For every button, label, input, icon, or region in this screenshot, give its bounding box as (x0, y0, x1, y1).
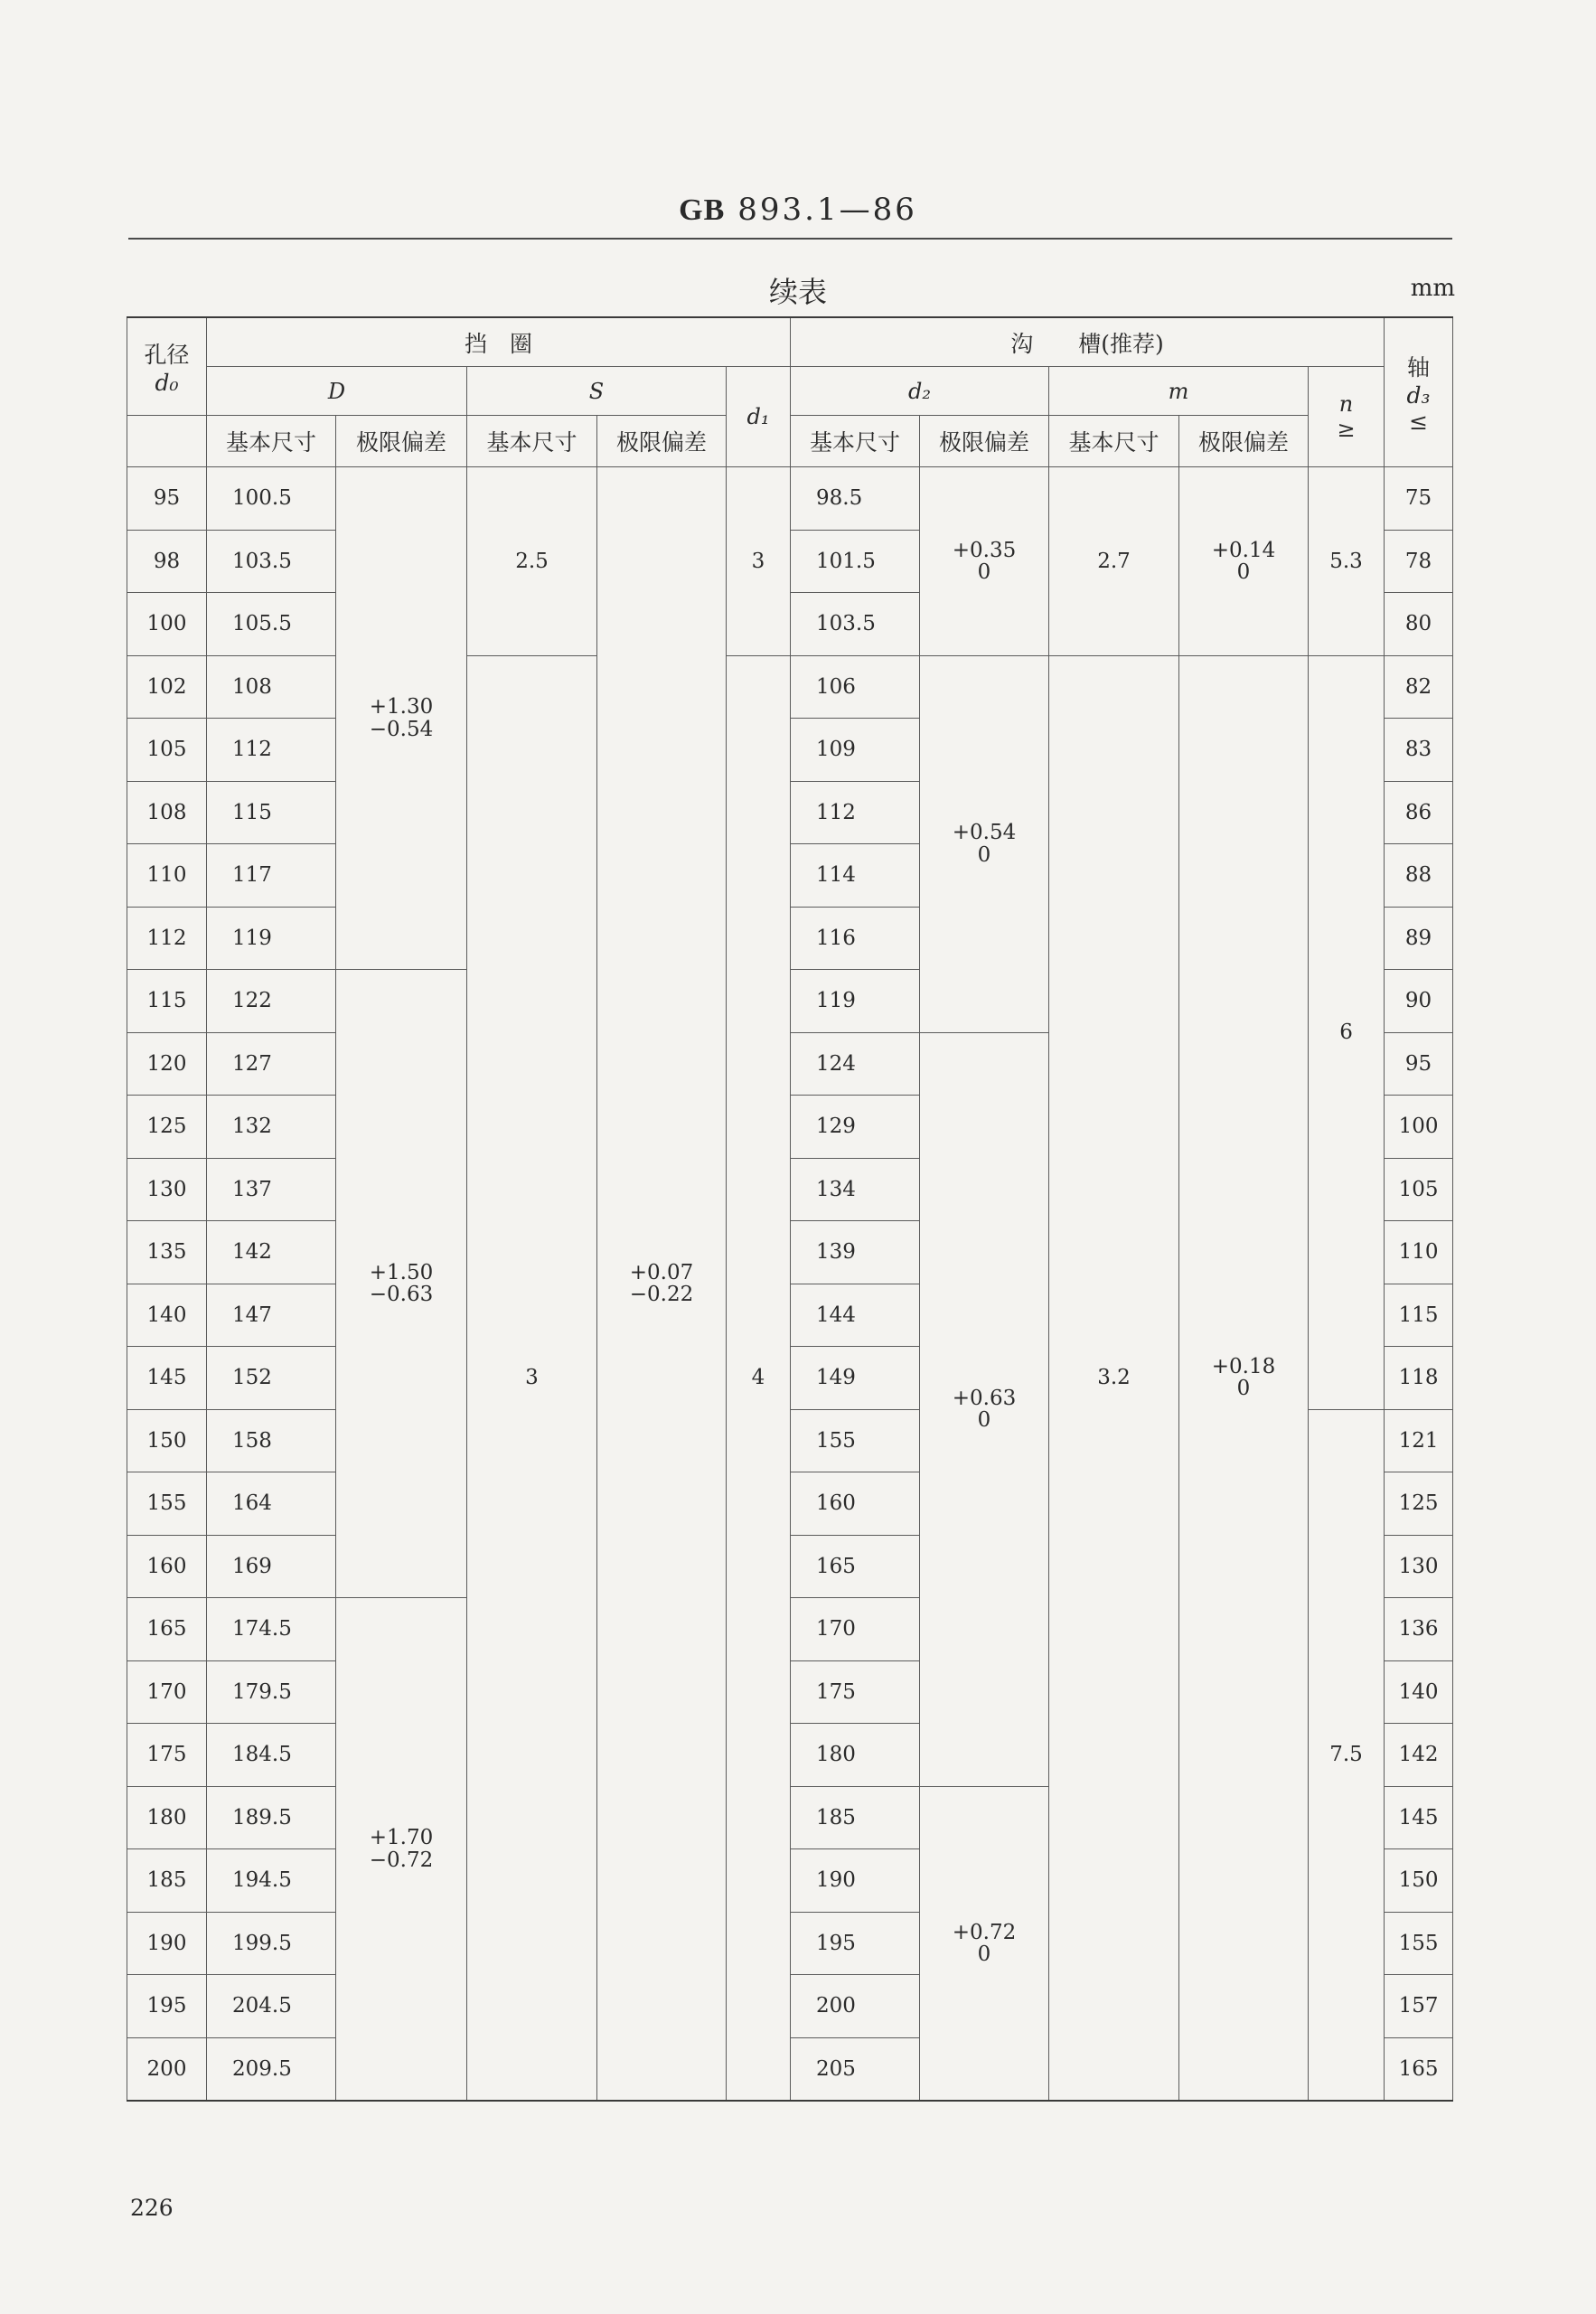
D-dev-cell (336, 467, 467, 970)
D-basic-cell: 127 (207, 1032, 336, 1096)
D-basic-cell: 194.5 (207, 1849, 336, 1913)
d0-cell: 120 (127, 1032, 207, 1096)
shaft-label: 轴 (1407, 354, 1431, 381)
d0-cell: 160 (127, 1535, 207, 1598)
D-basic-cell: 179.5 (207, 1660, 336, 1724)
d0-cell: 145 (127, 1347, 207, 1410)
d0-cell: 112 (127, 907, 207, 970)
d0-cell: 100 (127, 593, 207, 656)
d0-cell: 135 (127, 1221, 207, 1284)
d2-basic-cell: 109 (791, 719, 920, 782)
D-basic-cell: 115 (207, 781, 336, 844)
d3-cell: 105 (1385, 1158, 1453, 1221)
d0-cell: 175 (127, 1724, 207, 1787)
D-basic-header: 基本尺寸 (207, 416, 336, 467)
d2-dev-cell-upper: +0.63 (952, 1386, 1017, 1410)
d2-basic-cell: 134 (791, 1158, 920, 1221)
d3-cell: 90 (1385, 970, 1453, 1033)
d2-dev-cell-lower: 0 (977, 1942, 991, 1966)
d1-cell: 4 (727, 655, 791, 2101)
d0-cell: 155 (127, 1472, 207, 1536)
standard-header (0, 192, 1596, 228)
hole-diameter-symbol: d₀ (155, 370, 179, 396)
D-header: D (207, 367, 467, 416)
m-dev-cell-upper: +0.18 (1211, 1355, 1276, 1379)
S-dev-header: 极限偏差 (597, 416, 727, 467)
d2-basic-cell: 119 (791, 970, 920, 1033)
D-basic-cell: 209.5 (207, 2037, 336, 2101)
d2-basic-cell: 98.5 (791, 467, 920, 531)
retaining-ring-label: 挡 圈 (464, 330, 532, 357)
d3-cell: 155 (1385, 1912, 1453, 1975)
D-dev-cell-upper: +1.50 (369, 1260, 434, 1284)
D-basic-cell: 105.5 (207, 593, 336, 656)
D-basic-cell: 112 (207, 719, 336, 782)
d3-cell: 75 (1385, 467, 1453, 531)
d0-cell: 170 (127, 1660, 207, 1724)
d3-cell: 140 (1385, 1660, 1453, 1724)
groove-group-header (791, 317, 1385, 367)
d2-basic-cell: 114 (791, 844, 920, 908)
n-cell: 5.3 (1309, 467, 1385, 656)
D-dev-cell-upper: +1.70 (369, 1826, 434, 1850)
D-basic-cell: 108 (207, 655, 336, 719)
S-basic-header: 基本尺寸 (467, 416, 597, 467)
D-basic-cell: 152 (207, 1347, 336, 1410)
d3-cell: 118 (1385, 1347, 1453, 1410)
d2-basic-cell: 144 (791, 1284, 920, 1347)
page-number: 226 (130, 2195, 174, 2221)
standard-number: 893.1—86 (737, 192, 917, 228)
d0-cell: 200 (127, 2037, 207, 2101)
d2-dev-cell-lower: 0 (977, 842, 991, 867)
header-rule (128, 238, 1452, 240)
d2-header: d₂ (791, 367, 1049, 416)
D-dev-cell-lower: −0.63 (369, 1283, 434, 1306)
S-header: S (467, 367, 727, 416)
d2-basic-cell: 116 (791, 907, 920, 970)
retaining-ring-table (127, 316, 1453, 2102)
d3-cell: 145 (1385, 1786, 1453, 1849)
m-dev-cell-lower: 0 (1236, 1377, 1251, 1401)
n-symbol: n (1338, 391, 1354, 417)
d3-cell: 110 (1385, 1221, 1453, 1284)
D-dev-cell-lower: −0.54 (369, 717, 434, 741)
d0-cell: 108 (127, 781, 207, 844)
hole-diameter-header (127, 317, 207, 416)
D-basic-cell: 132 (207, 1096, 336, 1159)
D-basic-cell: 100.5 (207, 467, 336, 531)
shaft-symbol: d₃ (1406, 382, 1431, 409)
d0-cell: 195 (127, 1975, 207, 2038)
d2-basic-cell: 124 (791, 1032, 920, 1096)
d2-basic-header: 基本尺寸 (791, 416, 920, 467)
d3-cell: 88 (1385, 844, 1453, 908)
d2-dev-cell-upper: +0.72 (952, 1920, 1017, 1944)
d2-dev-cell-lower: 0 (977, 560, 991, 584)
D-basic-cell: 199.5 (207, 1912, 336, 1975)
shaft-relation: ≤ (1409, 409, 1429, 435)
m-header: m (1049, 367, 1309, 416)
D-basic-cell: 122 (207, 970, 336, 1033)
d2-dev-cell-upper: +0.54 (952, 821, 1017, 845)
D-basic-cell: 169 (207, 1535, 336, 1598)
unit-label: mm (1410, 275, 1455, 302)
S-dev-cell-upper: +0.07 (629, 1260, 694, 1284)
D-dev-cell-upper: +1.30 (369, 695, 434, 720)
d2-dev-header: 极限偏差 (920, 416, 1049, 467)
d2-basic-cell: 195 (791, 1912, 920, 1975)
S-dev-cell (597, 467, 727, 2102)
d3-cell: 142 (1385, 1724, 1453, 1787)
d0-blank-header (127, 416, 207, 467)
d3-cell: 121 (1385, 1409, 1453, 1472)
d3-cell: 125 (1385, 1472, 1453, 1536)
n-cell: 7.5 (1309, 1409, 1385, 2101)
D-basic-cell: 142 (207, 1221, 336, 1284)
D-basic-cell: 147 (207, 1284, 336, 1347)
D-basic-cell: 164 (207, 1472, 336, 1536)
d2-basic-cell: 165 (791, 1535, 920, 1598)
D-dev-cell-lower: −0.72 (369, 1848, 434, 1872)
m-dev-cell-upper: +0.14 (1211, 538, 1276, 562)
shaft-header (1385, 317, 1453, 467)
m-basic-header: 基本尺寸 (1049, 416, 1179, 467)
d3-cell: 115 (1385, 1284, 1453, 1347)
S-dev-cell-lower: −0.22 (629, 1283, 694, 1306)
d1-cell: 3 (727, 467, 791, 656)
D-basic-cell: 158 (207, 1409, 336, 1472)
D-dev-header: 极限偏差 (336, 416, 467, 467)
d2-dev-cell (920, 467, 1049, 656)
d2-basic-cell: 101.5 (791, 530, 920, 593)
d3-cell: 136 (1385, 1598, 1453, 1661)
m-dev-header: 极限偏差 (1179, 416, 1309, 467)
D-basic-cell: 117 (207, 844, 336, 908)
D-basic-cell: 103.5 (207, 530, 336, 593)
d3-cell: 130 (1385, 1535, 1453, 1598)
d2-basic-cell: 200 (791, 1975, 920, 2038)
d0-cell: 98 (127, 530, 207, 593)
n-header (1309, 367, 1385, 467)
d2-basic-cell: 170 (791, 1598, 920, 1661)
d2-dev-cell-lower: 0 (977, 1408, 991, 1432)
d0-cell: 130 (127, 1158, 207, 1221)
d2-basic-cell: 149 (791, 1347, 920, 1410)
D-dev-cell (336, 1598, 467, 2102)
d2-dev-cell-upper: +0.35 (952, 538, 1017, 562)
d0-cell: 165 (127, 1598, 207, 1661)
d2-basic-cell: 160 (791, 1472, 920, 1536)
m-basic-cell: 2.7 (1049, 467, 1179, 656)
d2-basic-cell: 190 (791, 1849, 920, 1913)
d3-cell: 157 (1385, 1975, 1453, 2038)
D-basic-cell: 204.5 (207, 1975, 336, 2038)
d0-cell: 140 (127, 1284, 207, 1347)
d0-cell: 110 (127, 844, 207, 908)
retaining-ring-group-header (207, 317, 791, 367)
m-dev-cell (1179, 467, 1309, 656)
standard-prefix: GB (679, 193, 726, 227)
d0-cell: 190 (127, 1912, 207, 1975)
n-cell: 6 (1309, 655, 1385, 1409)
m-basic-cell: 3.2 (1049, 655, 1179, 2101)
d0-cell: 150 (127, 1409, 207, 1472)
d3-cell: 150 (1385, 1849, 1453, 1913)
table-row (127, 655, 1453, 719)
D-basic-cell: 174.5 (207, 1598, 336, 1661)
d2-basic-cell: 205 (791, 2037, 920, 2101)
d2-basic-cell: 106 (791, 655, 920, 719)
d3-cell: 100 (1385, 1096, 1453, 1159)
S-basic-cell: 3 (467, 655, 597, 2101)
d1-header: d₁ (727, 367, 791, 467)
d0-cell: 105 (127, 719, 207, 782)
D-basic-cell: 137 (207, 1158, 336, 1221)
d2-basic-cell: 112 (791, 781, 920, 844)
m-dev-cell-lower: 0 (1236, 560, 1251, 584)
S-basic-cell: 2.5 (467, 467, 597, 656)
table-caption: 续表 (768, 275, 827, 309)
d0-cell: 115 (127, 970, 207, 1033)
table-row (127, 467, 1453, 531)
d2-basic-cell: 180 (791, 1724, 920, 1787)
d3-cell: 80 (1385, 593, 1453, 656)
m-dev-cell (1179, 655, 1309, 2101)
d2-basic-cell: 129 (791, 1096, 920, 1159)
D-basic-cell: 119 (207, 907, 336, 970)
d3-cell: 89 (1385, 907, 1453, 970)
d3-cell: 78 (1385, 530, 1453, 593)
d2-basic-cell: 139 (791, 1221, 920, 1284)
d3-cell: 83 (1385, 719, 1453, 782)
d3-cell: 82 (1385, 655, 1453, 719)
d0-cell: 95 (127, 467, 207, 531)
d3-cell: 95 (1385, 1032, 1453, 1096)
d3-cell: 165 (1385, 2037, 1453, 2101)
d0-cell: 185 (127, 1849, 207, 1913)
d2-basic-cell: 185 (791, 1786, 920, 1849)
D-basic-cell: 184.5 (207, 1724, 336, 1787)
d0-cell: 180 (127, 1786, 207, 1849)
groove-label: 沟 槽(推荐) (1010, 330, 1164, 357)
d3-cell: 86 (1385, 781, 1453, 844)
d2-basic-cell: 155 (791, 1409, 920, 1472)
d2-dev-cell (920, 655, 1049, 1032)
d2-basic-cell: 175 (791, 1660, 920, 1724)
n-relation: ≥ (1337, 417, 1356, 442)
d2-dev-cell (920, 1032, 1049, 1786)
D-basic-cell: 189.5 (207, 1786, 336, 1849)
D-dev-cell (336, 970, 467, 1598)
table-body (127, 467, 1453, 2102)
hole-diameter-label: 孔径 (144, 342, 190, 368)
d2-basic-cell: 103.5 (791, 593, 920, 656)
d0-cell: 125 (127, 1096, 207, 1159)
d0-cell: 102 (127, 655, 207, 719)
d2-dev-cell (920, 1786, 1049, 2101)
